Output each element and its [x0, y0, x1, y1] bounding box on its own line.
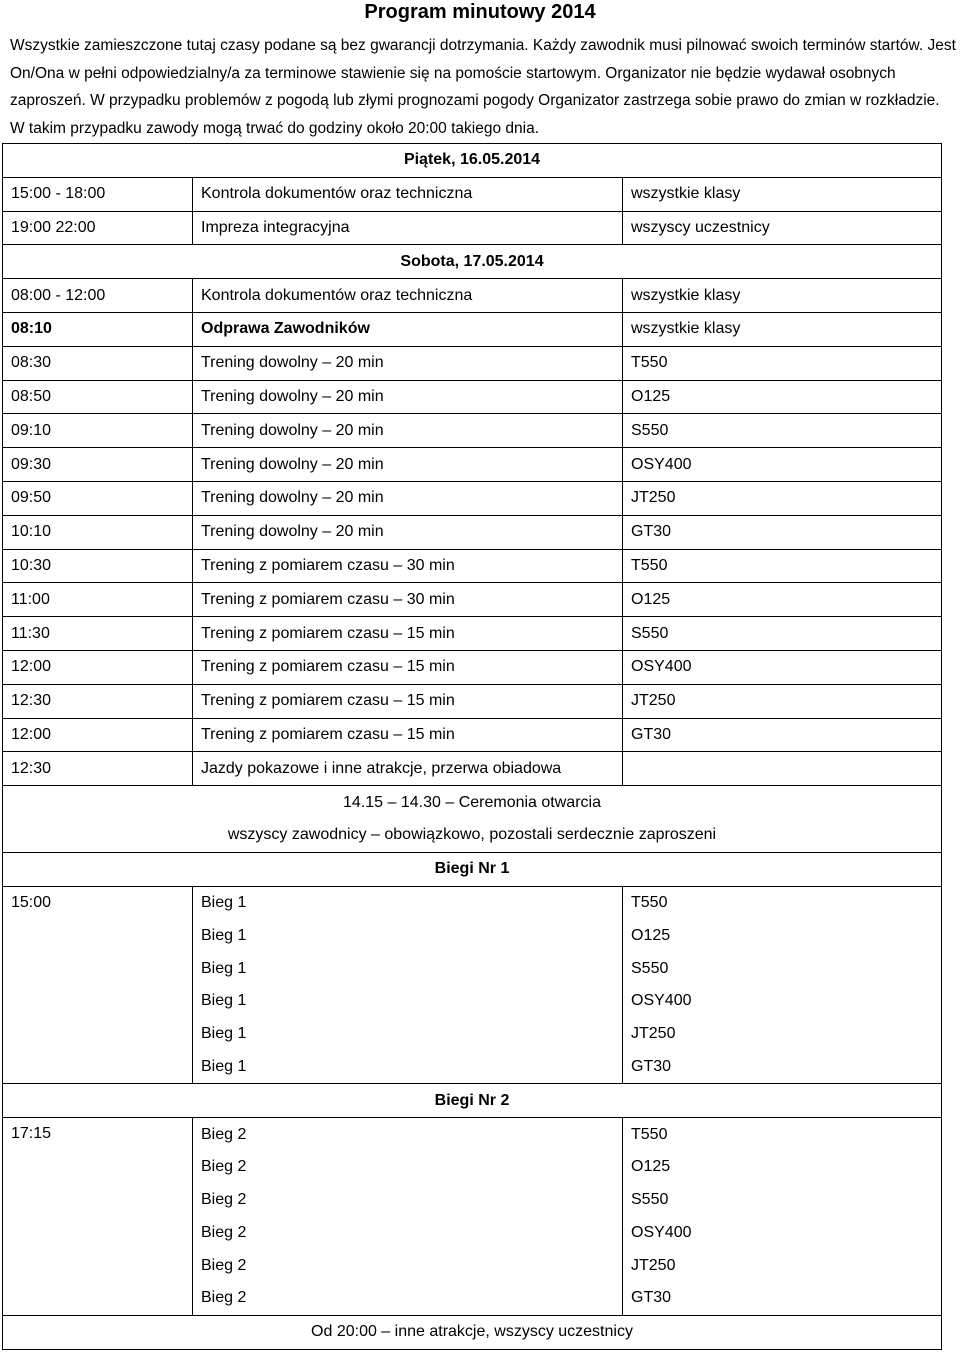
class-cell: GT30 — [623, 1051, 942, 1084]
class-cell: JT250 — [623, 1018, 942, 1051]
table-row — [3, 752, 942, 786]
class-cell: wszyscy uczestnicy — [623, 211, 942, 245]
class-cell: OSY400 — [623, 985, 942, 1018]
time-cell: 15:00 - 18:00 — [3, 177, 193, 211]
event-cell: Trening z pomiarem czasu – 30 min — [193, 583, 623, 617]
day-header-row — [3, 144, 942, 178]
event-cell: Bieg 1 — [193, 1051, 623, 1084]
time-cell: 09:10 — [3, 414, 193, 448]
time-cell: 19:00 22:00 — [3, 211, 193, 245]
event-cell: Bieg 2 — [193, 1217, 623, 1250]
event-cell: Trening dowolny – 20 min — [193, 515, 623, 549]
schedule-table — [2, 143, 942, 1350]
day-header: Piątek, 16.05.2014 — [3, 144, 942, 178]
table-row — [3, 448, 942, 482]
table-row — [3, 312, 942, 346]
time-cell: 15:00 — [3, 886, 193, 1084]
class-cell: S550 — [623, 414, 942, 448]
event-cell: Trening dowolny – 20 min — [193, 346, 623, 380]
event-cell: Bieg 1 — [193, 1018, 623, 1051]
table-row — [3, 886, 942, 919]
event-cell: Trening dowolny – 20 min — [193, 380, 623, 414]
event-cell: Impreza integracyjna — [193, 211, 623, 245]
table-row — [3, 718, 942, 752]
class-cell: GT30 — [623, 1282, 942, 1315]
page-title: Program minutowy 2014 — [364, 1, 596, 23]
table-row — [3, 177, 942, 211]
class-cell: OSY400 — [623, 650, 942, 684]
heat-header: Biegi Nr 2 — [3, 1084, 942, 1118]
day-header: Sobota, 17.05.2014 — [3, 245, 942, 279]
class-cell: GT30 — [623, 718, 942, 752]
class-cell: S550 — [623, 952, 942, 985]
event-cell: Bieg 1 — [193, 919, 623, 952]
time-cell: 08:50 — [3, 380, 193, 414]
event-cell: Bieg 1 — [193, 985, 623, 1018]
heat-header: Biegi Nr 1 — [3, 852, 942, 886]
time-cell: 12:30 — [3, 752, 193, 786]
table-row — [3, 684, 942, 718]
time-cell: 10:30 — [3, 549, 193, 583]
time-cell: 12:30 — [3, 684, 193, 718]
time-cell: 08:10 — [3, 312, 193, 346]
event-cell: Trening dowolny – 20 min — [193, 481, 623, 515]
table-row — [3, 583, 942, 617]
time-cell: 11:00 — [3, 583, 193, 617]
event-cell: Trening z pomiarem czasu – 15 min — [193, 650, 623, 684]
ceremony-note: wszyscy zawodnicy – obowiązkowo, pozostali serdecznie zaproszeni — [3, 819, 942, 852]
time-cell: 12:00 — [3, 650, 193, 684]
ceremony-row — [3, 786, 942, 819]
class-cell: wszystkie klasy — [623, 177, 942, 211]
class-cell: GT30 — [623, 515, 942, 549]
event-cell: Bieg 2 — [193, 1151, 623, 1184]
class-cell: T550 — [623, 346, 942, 380]
table-row — [3, 279, 942, 313]
footer-row — [3, 1315, 942, 1349]
event-cell: Bieg 1 — [193, 952, 623, 985]
class-cell — [623, 752, 942, 786]
event-cell: Bieg 2 — [193, 1249, 623, 1282]
class-cell: JT250 — [623, 684, 942, 718]
table-row — [3, 1118, 942, 1151]
intro-paragraph: Wszystkie zamieszczone tutaj czasy podane są bez gwarancji dotrzymania. Każdy zawodnik musi pilnować swoich terminów startów. Jest On/Ona w pełni odpowiedzialny/a za terminowe stawienie się na pomoście startowym. Organizator nie będzie wydawał osobnych zaproszeń. W przypadku problemów z pogodą lub złymi prognozami pogody Organizator zastrzega sobie prawo do zmian w rozkładzie. W takim przypadku zawody mogą trwać do godziny około 20:00 takiego dnia. — [10, 37, 956, 137]
class-cell: O125 — [623, 1151, 942, 1184]
table-row — [3, 346, 942, 380]
event-cell: Kontrola dokumentów oraz techniczna — [193, 177, 623, 211]
class-cell: OSY400 — [623, 1217, 942, 1250]
event-cell: Kontrola dokumentów oraz techniczna — [193, 279, 623, 313]
class-cell: S550 — [623, 1184, 942, 1217]
event-cell: Bieg 2 — [193, 1118, 623, 1151]
time-cell: 10:10 — [3, 515, 193, 549]
time-cell: 17:15 — [3, 1118, 193, 1316]
table-row — [3, 211, 942, 245]
class-cell: wszystkie klasy — [623, 312, 942, 346]
time-cell: 09:30 — [3, 448, 193, 482]
table-row — [3, 515, 942, 549]
table-row — [3, 549, 942, 583]
event-cell: Trening z pomiarem czasu – 15 min — [193, 684, 623, 718]
event-cell: Trening z pomiarem czasu – 30 min — [193, 549, 623, 583]
table-row — [3, 380, 942, 414]
table-row — [3, 481, 942, 515]
class-cell: T550 — [623, 1118, 942, 1151]
event-cell: Bieg 1 — [193, 886, 623, 919]
event-cell: Jazdy pokazowe i inne atrakcje, przerwa obiadowa — [193, 752, 623, 786]
class-cell: JT250 — [623, 481, 942, 515]
time-cell: 12:00 — [3, 718, 193, 752]
event-cell: Trening dowolny – 20 min — [193, 414, 623, 448]
table-row — [3, 650, 942, 684]
event-cell: Trening dowolny – 20 min — [193, 448, 623, 482]
time-cell: 09:50 — [3, 481, 193, 515]
table-row — [3, 617, 942, 651]
heat-header-row — [3, 852, 942, 886]
day-header-row — [3, 245, 942, 279]
ceremony-note-row — [3, 819, 942, 852]
class-cell: T550 — [623, 549, 942, 583]
class-cell: S550 — [623, 617, 942, 651]
event-cell: Odprawa Zawodników — [193, 312, 623, 346]
class-cell: O125 — [623, 583, 942, 617]
ceremony-label: 14.15 – 14.30 – Ceremonia otwarcia — [3, 786, 942, 819]
time-cell: 08:30 — [3, 346, 193, 380]
event-cell: Bieg 2 — [193, 1282, 623, 1315]
class-cell: wszystkie klasy — [623, 279, 942, 313]
table-row — [3, 414, 942, 448]
class-cell: OSY400 — [623, 448, 942, 482]
time-cell: 08:00 - 12:00 — [3, 279, 193, 313]
heat-header-row — [3, 1084, 942, 1118]
event-cell: Bieg 2 — [193, 1184, 623, 1217]
event-cell: Trening z pomiarem czasu – 15 min — [193, 718, 623, 752]
class-cell: O125 — [623, 919, 942, 952]
time-cell: 11:30 — [3, 617, 193, 651]
class-cell: T550 — [623, 886, 942, 919]
class-cell: JT250 — [623, 1249, 942, 1282]
footer-note: Od 20:00 – inne atrakcje, wszyscy uczestnicy — [3, 1315, 942, 1349]
class-cell: O125 — [623, 380, 942, 414]
event-cell: Trening z pomiarem czasu – 15 min — [193, 617, 623, 651]
